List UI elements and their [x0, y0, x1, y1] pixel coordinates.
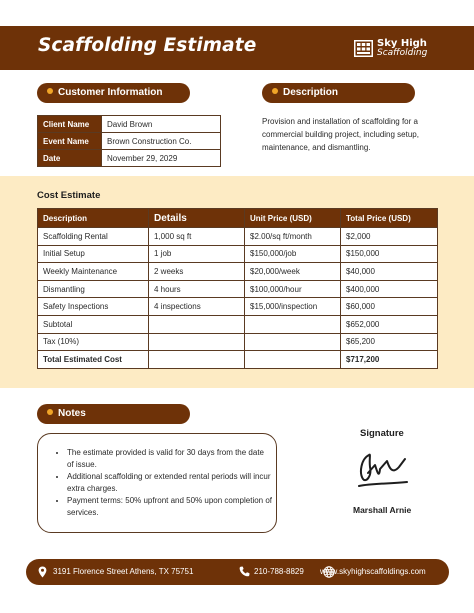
tax-row — [38, 333, 438, 351]
date-label: Date — [38, 150, 102, 167]
column-header-total-price: Total Price (USD) — [341, 209, 438, 228]
table-cell: 4 hours — [149, 280, 245, 298]
logo-text-line2: Scaffolding — [377, 48, 428, 58]
table-cell — [149, 315, 245, 333]
bullet-dot-icon — [47, 409, 53, 415]
subtotal-label: Subtotal — [38, 315, 149, 333]
signatory-name: Marshall Arnie — [353, 505, 412, 515]
table-cell — [245, 351, 341, 369]
client-name-label: Client Name — [38, 116, 102, 133]
column-header-details: Details — [149, 209, 245, 228]
document-title: Scaffolding Estimate — [38, 35, 257, 56]
customer-info-heading-label: Customer Information — [58, 87, 163, 98]
table-row — [38, 245, 438, 263]
table-cell — [245, 333, 341, 351]
bullet-dot-icon — [272, 88, 278, 94]
date-value: November 29, 2029 — [102, 150, 221, 167]
table-row — [38, 298, 438, 316]
footer-bar — [26, 559, 449, 585]
table-cell: Dismantling — [38, 280, 149, 298]
table-cell: 2 weeks — [149, 263, 245, 281]
table-cell: $2,000 — [341, 228, 438, 246]
total-label: Total Estimated Cost — [38, 351, 149, 369]
customer-info-table — [37, 115, 221, 167]
list-item: • Payment terms: 50% upfront and 50% upon completion of services. — [67, 495, 272, 518]
table-row — [38, 280, 438, 298]
cost-estimate-heading: Cost Estimate — [37, 190, 101, 201]
table-row — [38, 133, 221, 150]
notes-heading — [37, 404, 190, 424]
bullet-dot-icon — [47, 88, 53, 94]
table-cell — [149, 333, 245, 351]
table-cell: $15,000/inspection — [245, 298, 341, 316]
description-text: Provision and installation of scaffolding for a commercial building project, including setup, maintenance, and dismantling. — [262, 117, 419, 152]
handwritten-signature — [355, 449, 411, 491]
logo-text-line1: Sky High — [377, 38, 427, 49]
table-row — [38, 228, 438, 246]
table-cell: Safety Inspections — [38, 298, 149, 316]
customer-info-heading — [37, 83, 190, 103]
column-header-description: Description — [38, 209, 149, 228]
table-cell: Initial Setup — [38, 245, 149, 263]
client-name-value: David Brown — [102, 116, 221, 133]
table-cell: Scaffolding Rental — [38, 228, 149, 246]
event-name-label: Event Name — [38, 133, 102, 150]
table-row — [38, 116, 221, 133]
table-cell: 4 inspections — [149, 298, 245, 316]
table-cell: $60,000 — [341, 298, 438, 316]
list-item: • The estimate provided is valid for 30 days from the date of issue. — [67, 447, 272, 470]
table-row — [38, 150, 221, 167]
table-cell: $150,000/job — [245, 245, 341, 263]
phone-icon — [239, 566, 250, 577]
header-bar — [0, 26, 474, 70]
total-row — [38, 351, 438, 369]
table-header-row — [38, 209, 438, 228]
footer-website[interactable] — [320, 567, 426, 576]
table-cell — [245, 315, 341, 333]
footer-phone: 210-788-8829 — [254, 567, 304, 576]
tax-label: Tax (10%) — [38, 333, 149, 351]
total-value: $717,200 — [341, 351, 438, 369]
description-heading — [262, 83, 415, 103]
signature-heading: Signature — [360, 428, 404, 439]
table-cell: $100,000/hour — [245, 280, 341, 298]
table-row — [38, 263, 438, 281]
location-pin-icon — [38, 566, 47, 578]
table-cell: $150,000 — [341, 245, 438, 263]
subtotal-value: $652,000 — [341, 315, 438, 333]
cost-estimate-table — [37, 208, 438, 369]
notes-list — [58, 447, 272, 519]
building-logo-icon — [354, 40, 373, 57]
table-cell: $2.00/sq ft/month — [245, 228, 341, 246]
table-cell: 1,000 sq ft — [149, 228, 245, 246]
table-cell — [149, 351, 245, 369]
notes-box — [37, 433, 277, 533]
table-cell: 1 job — [149, 245, 245, 263]
table-cell: $40,000 — [341, 263, 438, 281]
column-header-unit-price: Unit Price (USD) — [245, 209, 341, 228]
notes-heading-label: Notes — [58, 408, 86, 419]
list-item: • Additional scaffolding or extended rental periods will incur extra charges. — [67, 471, 272, 494]
table-cell: $400,000 — [341, 280, 438, 298]
footer-website-label[interactable]: www.skyhighscaffoldings.com — [320, 567, 426, 576]
table-cell: $20,000/week — [245, 263, 341, 281]
footer-address: 3191 Florence Street Athens, TX 75751 — [53, 567, 194, 576]
description-heading-label: Description — [283, 87, 339, 98]
tax-value: $65,200 — [341, 333, 438, 351]
company-logo — [354, 39, 444, 59]
subtotal-row — [38, 315, 438, 333]
event-name-value: Brown Construction Co. — [102, 133, 221, 150]
table-cell: Weekly Maintenance — [38, 263, 149, 281]
